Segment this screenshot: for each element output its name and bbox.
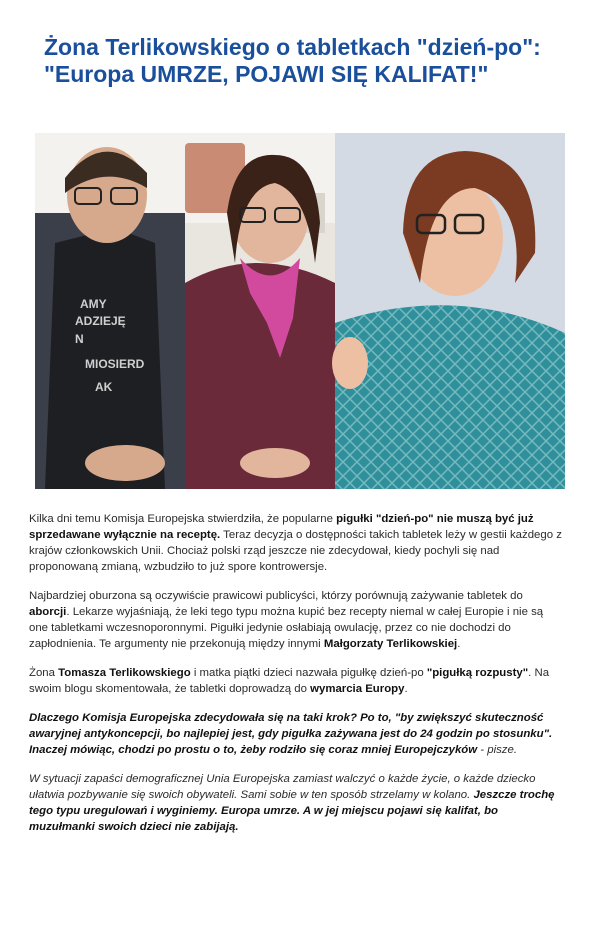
text: . Na swoim blogu skomentowała, że tabletki doprowadzą do bbox=[29, 667, 550, 695]
shirt-text-1: AMY bbox=[80, 297, 107, 311]
shirt-text-4: MIOSIERD bbox=[85, 357, 145, 371]
bold-text: pigułki "dzień-po" nie muszą być już sprzedawane wyłącznie na receptę. bbox=[29, 513, 534, 541]
paragraph-5-quote bbox=[29, 771, 565, 835]
shirt-text-2: ADZIEJĘ bbox=[75, 314, 126, 328]
bold-text: Dlaczego Komisja Europejska zdecydowała się na taki krok? Po to, "by zwiększyć skuteczność awaryjnej antykoncepcji, bo najlepiej jest, gdy pigułka zażywana jest do 24 godzin po stosunku". Inaczej mówiąc, chodzi po prostu o to, żeby rodziło się coraz mniej Europejczyków bbox=[29, 712, 553, 756]
bold-text: Tomasza Terlikowskiego bbox=[58, 667, 191, 679]
article-photo bbox=[35, 133, 565, 489]
text: . bbox=[457, 638, 461, 650]
bold-text: "pigułką rozpusty" bbox=[426, 667, 529, 679]
text: Kilka dni temu Komisja Europejska stwierdziła, że popularne bbox=[29, 513, 337, 525]
text: W sytuacji zapaści demograficznej Unia Europejska zamiast walczyć o każde życie, o każde dziecko ułatwia pozbywanie się swoich obywateli. Sami sobie w ten sposób strzelamy w kolano. bbox=[29, 773, 536, 801]
shirt-text-5: AK bbox=[95, 380, 113, 394]
text: Żona bbox=[29, 667, 59, 679]
paragraph-2 bbox=[29, 588, 565, 652]
bold-text: aborcji bbox=[29, 606, 67, 618]
article-body bbox=[29, 511, 565, 848]
paragraph-1 bbox=[29, 511, 565, 575]
shirt-text-3: N bbox=[75, 332, 84, 346]
text: Teraz decyzja o dostępności takich tabletek leży w gestii każdego z krajów członkowskich Unii. Chociaż polski rząd jeszcze nie zdecydował, kiedy pochyli się nad proponowaną zmianą, wzbudziło to już spore kontrowersje. bbox=[29, 529, 562, 573]
article-headline: Żona Terlikowskiego o tabletkach "dzień-po": "Europa UMRZE, POJAWI SIĘ KALIFAT!" bbox=[44, 34, 541, 87]
paragraph-3 bbox=[29, 665, 565, 697]
text: i matka piątki dzieci nazwała pigułkę dzień-po bbox=[190, 667, 427, 679]
paragraph-4-quote bbox=[29, 710, 565, 758]
text: . Lekarze wyjaśniają, że leki tego typu można kupić bez recepty niemal w całej Europie i nie są one tabletkami wczesnoporonnymi. Pigułki jedynie osłabiają owulację, przez co nie dochodzi do zapłodnienia. Te argumenty nie przekonują między innymi bbox=[29, 606, 544, 650]
bold-text: wymarcia Europy bbox=[310, 683, 405, 695]
photo-three-people-icon bbox=[35, 133, 565, 489]
bold-text: Jeszcze trochę tego typu uregulowań i wyginiemy. Europa umrze. A w jej miejscu pojawi się kalifat, bo muzułmanki swoich dzieci nie zabijają. bbox=[29, 789, 555, 833]
text: . bbox=[404, 683, 408, 695]
text: - pisze. bbox=[477, 744, 518, 756]
text: Najbardziej oburzona są oczywiście prawicowi publicyści, którzy porównują zażywanie tabletek do bbox=[29, 590, 523, 602]
bold-text: Małgorzaty Terlikowskiej bbox=[323, 638, 458, 650]
